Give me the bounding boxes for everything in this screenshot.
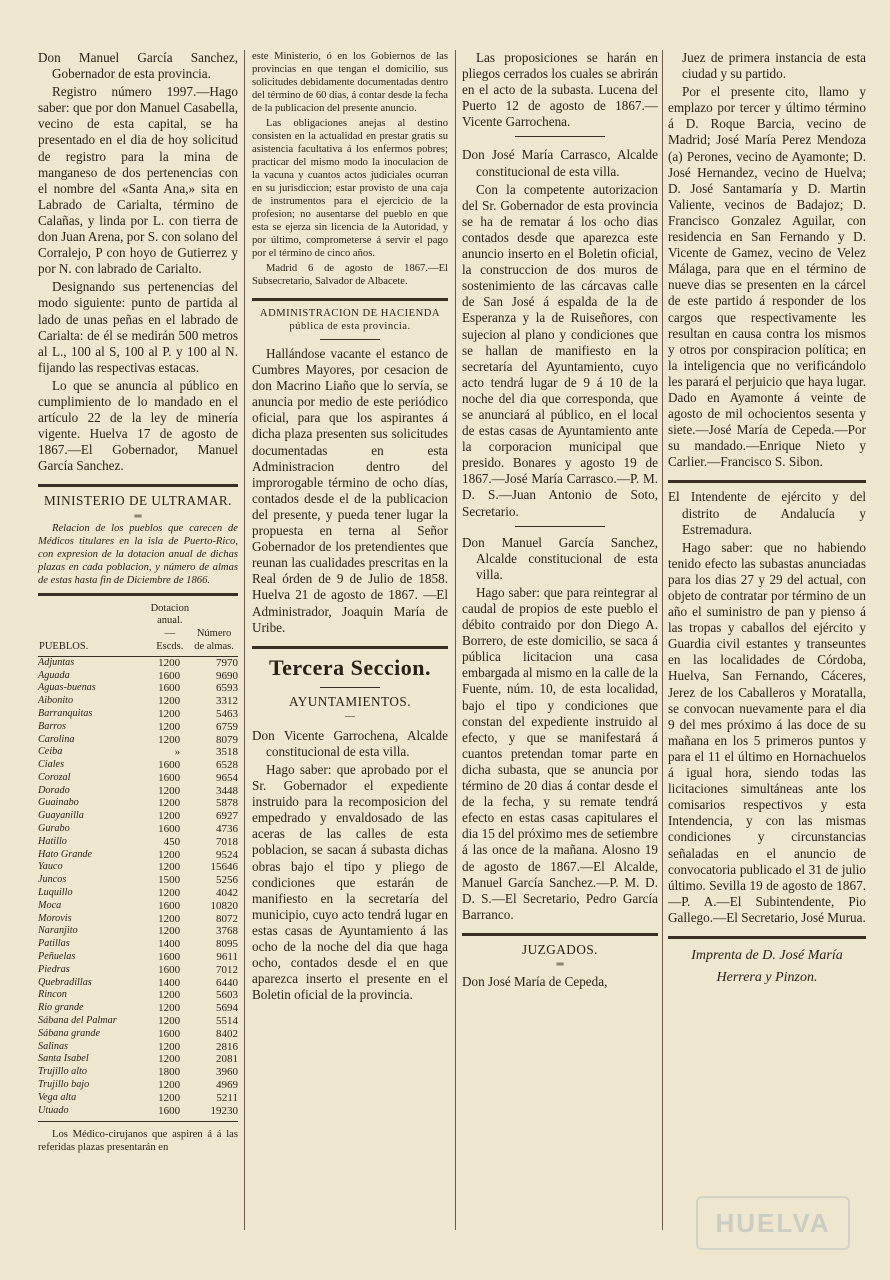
table-header-row bbox=[38, 602, 238, 657]
column-divider bbox=[455, 50, 456, 1230]
pueblo-name: Ceiba bbox=[38, 746, 63, 758]
pueblo-name: Salinas bbox=[38, 1040, 69, 1052]
table-row bbox=[38, 1079, 238, 1092]
dotacion-value: 1600 bbox=[158, 899, 181, 912]
pueblo-name: Aguada bbox=[38, 669, 70, 681]
pueblo-name: Guayanilla bbox=[38, 810, 84, 822]
table-row bbox=[38, 951, 238, 964]
dotacion-value: 450 bbox=[163, 835, 181, 848]
subasta-casa-notice: Hago saber: que para reintegrar al caudal de propios de este pueblo el débito contraido por don Diego A. Borrero, de este domicilio, se saca á pública licitacion una casa embargada al mismo en la calle de la Fuente, núm. 10, de esta localidad, bajo el tipo y condiciones que constan del expediente instruido al efecto, y que se manifestará á cuantos pretendan tomar parte en dicha subasta, que se anuncia por término de 20 dias á contar desde el de la fecha, y su remate tendrá efecto en estas casas capitulares el dia 15 del próximo mes de setiembre á las once de la mañana. Alosno 19 de agosto de 1867.—El Alcalde, Manuel García Sanchez.—P. M. D. D. S.—El Secretario, Pedro García Barranco. bbox=[462, 584, 658, 922]
table-bottom-rule bbox=[38, 1121, 238, 1122]
dotacion-value: 1600 bbox=[158, 1104, 181, 1117]
dotacion-value: 1200 bbox=[158, 1015, 181, 1028]
table-row bbox=[38, 746, 238, 759]
pueblo-name: Trujillo bajo bbox=[38, 1079, 90, 1091]
almas-value: 5878 bbox=[216, 797, 238, 810]
dotacion-value: 1600 bbox=[158, 1027, 181, 1040]
carrasco-heading: Don José María Carrasco, Alcalde constitucional de esta villa. bbox=[462, 147, 658, 179]
dotacion-value: 1600 bbox=[158, 963, 181, 976]
table-row bbox=[38, 759, 238, 772]
empedrado-notice: Hago saber: que aprobado por el Sr. Gobernador el expediente instruido para la recomposicion del empedrado y envaldosado de las aceras de las calles de esta poblacion, se sacan á subasta dichas obras bajo el tipo y pliego de condiciones que estarán de manifiesto en la secretaría del municipio, cuyo acto tendrá lugar en estas casas de Ayuntamiento á las ocho de la noche del dia que haga ocho, contados desde el en que aparezca inserto el presente en el Boletin oficial de la provincia. bbox=[252, 761, 448, 1003]
pueblo-name: Hatillo bbox=[38, 835, 67, 847]
pueblos-table bbox=[38, 602, 238, 1118]
pueblo-name: Aguas-buenas bbox=[38, 682, 96, 694]
intendente-heading: El Intendente de ejército y del distrito de Andalucía y Estremadura. bbox=[668, 489, 866, 537]
pueblo-name: Juncos bbox=[38, 874, 67, 886]
dotacion-value: 1400 bbox=[158, 938, 181, 951]
table-row bbox=[38, 1015, 238, 1028]
dotacion-value: 1200 bbox=[158, 1079, 181, 1092]
muros-notice: Con la competente autorizacion del Sr. Gobernador de esta provincia se ha de rematar á los ocho dias contados desde que aparezca este anuncio inserto en el Boletin oficial, la construccion de dos muros de sostenimiento de las cárcavas calle de San José á espalda de la de Esperanza y la de Ruiseñores, con sujecion al plano y condiciones que se hallan de manifiesto en la secretaría del Ayuntamiento, cuyo acto tendrá lugar de 9 á 10 de la noche del dia que corresponda, que se anunciará al público, en el local de estas casas de Ayuntamiento ante la corporacion municipal que presido. Bonares y agosto 19 de 1867.—José María Carrasco.—P. M. D. S.—Juan Antonio de Soto, Secretario. bbox=[462, 181, 658, 519]
almas-value: 7018 bbox=[216, 835, 238, 848]
pueblo-name: Barranquitas bbox=[38, 707, 93, 719]
table-row bbox=[38, 695, 238, 708]
table-row bbox=[38, 861, 238, 874]
dotacion-value: 1600 bbox=[158, 759, 181, 772]
almas-value: 8079 bbox=[216, 733, 238, 746]
almas-value: 9654 bbox=[216, 771, 238, 784]
table-row bbox=[38, 810, 238, 823]
watermark-stamp: HUELVA bbox=[696, 1196, 850, 1250]
dotacion-value: 1200 bbox=[158, 707, 181, 720]
almas-value: 8072 bbox=[216, 912, 238, 925]
table-row bbox=[38, 670, 238, 683]
almas-value: 9611 bbox=[216, 951, 238, 964]
almas-value: 5463 bbox=[216, 707, 238, 720]
pueblo-name: Morovis bbox=[38, 912, 72, 924]
column-divider bbox=[244, 50, 245, 1230]
dotacion-value: 1500 bbox=[158, 874, 181, 887]
column-2 bbox=[252, 50, 448, 1005]
almas-value: 5514 bbox=[216, 1015, 238, 1028]
short-rule bbox=[515, 136, 605, 137]
ministerio-title: MINISTERIO DE ULTRAMAR. bbox=[44, 493, 232, 509]
dotacion-value: 1600 bbox=[158, 669, 181, 682]
table-row bbox=[38, 1066, 238, 1079]
cepeda-heading: Don José María de Cepeda, bbox=[462, 973, 608, 989]
table-row bbox=[38, 1092, 238, 1105]
almas-value: 5256 bbox=[216, 874, 238, 887]
table-row bbox=[38, 682, 238, 695]
pueblo-name: Patillas bbox=[38, 938, 70, 950]
dotacion-value: 1800 bbox=[158, 1066, 181, 1079]
pueblo-name: Sábana del Palmar bbox=[38, 1015, 117, 1027]
dotacion-value: 1200 bbox=[158, 1091, 181, 1104]
section-rule bbox=[38, 593, 238, 596]
pueblo-name: Dorado bbox=[38, 784, 70, 796]
pueblo-name: Vega alta bbox=[38, 1091, 77, 1103]
section-rule bbox=[252, 646, 448, 649]
pueblo-name: Rio grande bbox=[38, 1002, 84, 1014]
mining-notice-body: Designando sus pertenencias del modo siguiente: punto de partida al lado de unas peñas en el labrado de Carialta: de él se medirán 500 metros al L., 100 al S, 100 al P. y 100 al N. fijando las respectivas estacas. bbox=[38, 279, 238, 375]
dotacion-value: 1200 bbox=[158, 861, 181, 874]
pueblo-name: Hato Grande bbox=[38, 848, 93, 860]
column-divider bbox=[662, 50, 663, 1230]
pueblo-name: Ciales bbox=[38, 759, 65, 771]
almas-value: 15646 bbox=[210, 861, 238, 874]
almas-value: 4969 bbox=[216, 1079, 238, 1092]
table-row bbox=[38, 1053, 238, 1066]
almas-value: 10820 bbox=[210, 899, 238, 912]
pueblo-name: Rincon bbox=[38, 989, 67, 1001]
separator-mark: ═ bbox=[556, 958, 564, 970]
mining-notice-heading: Don Manuel García Sanchez, Gobernador de esta provincia. bbox=[38, 50, 238, 82]
section-rule bbox=[462, 933, 658, 936]
relacion-caption: Relacion de los pueblos que carecen de Médicos titulares en la isla de Puerto-Rico, con expresion de la dotacion anual de dichas plazas en cada poblacion, y número de almas de estas hasta fin de Diciembre de 1866. bbox=[38, 522, 238, 586]
almas-value: 4042 bbox=[216, 887, 238, 900]
dotacion-value: 1200 bbox=[158, 1053, 181, 1066]
dotacion-value: 1200 bbox=[158, 989, 181, 1002]
almas-value: 4736 bbox=[216, 823, 238, 836]
dotacion-value: 1200 bbox=[158, 1040, 181, 1053]
table-row bbox=[38, 1002, 238, 1015]
dotacion-value: 1200 bbox=[158, 1002, 181, 1015]
pueblo-name: Corozal bbox=[38, 771, 71, 783]
pueblo-name: Utuado bbox=[38, 1104, 69, 1116]
pueblo-name: Barros bbox=[38, 720, 66, 732]
separator-mark: ═ bbox=[134, 510, 142, 522]
almas-value: 7970 bbox=[216, 656, 238, 669]
ayuntamientos-title: AYUNTAMIENTOS. bbox=[288, 693, 412, 709]
almas-value: 6528 bbox=[216, 759, 238, 772]
dotacion-value: 1200 bbox=[158, 912, 181, 925]
table-row bbox=[38, 656, 238, 669]
table-row bbox=[38, 964, 238, 977]
pueblo-name: Moca bbox=[38, 899, 62, 911]
almas-value: 5694 bbox=[216, 1002, 238, 1015]
dotacion-value: 1200 bbox=[158, 797, 181, 810]
pueblo-name: Peñuelas bbox=[38, 951, 76, 963]
almas-value: 3960 bbox=[216, 1066, 238, 1079]
pueblo-name: Piedras bbox=[38, 963, 70, 975]
medicos-notice: Los Médico-cirujanos que aspiren á á las referidas plazas presentarán en bbox=[38, 1129, 238, 1154]
table-row bbox=[38, 900, 238, 913]
garrochena-heading: Don Vicente Garrochena, Alcalde constitucional de esta villa. bbox=[252, 727, 448, 759]
table-row bbox=[38, 797, 238, 810]
almas-value: 8095 bbox=[216, 938, 238, 951]
almas-value: 5603 bbox=[216, 989, 238, 1002]
table-row bbox=[38, 734, 238, 747]
table-row bbox=[38, 836, 238, 849]
table-row bbox=[38, 977, 238, 990]
column-1 bbox=[38, 50, 238, 1156]
dotacion-value: 1400 bbox=[158, 976, 181, 989]
imprenta-credit: Imprenta de D. José María Herrera y Pinzon. bbox=[691, 947, 843, 985]
pueblo-name: Yauco bbox=[38, 861, 63, 873]
ultramar-continuation: este Ministerio, ó en los Gobiernos de las provincias en que tengan el domicilio, sus solicitudes debidamente documentadas dentro del término de 60 días, á contar desde la fecha de la publicacion del presente anuncio. bbox=[252, 51, 448, 114]
table-row bbox=[38, 708, 238, 721]
table-row bbox=[38, 772, 238, 785]
table-row bbox=[38, 1028, 238, 1041]
pueblo-name: Guainabo bbox=[38, 797, 79, 809]
ultramar-signature: Madrid 6 de agosto de 1867.—El Subsecretario, Salvador de Albacete. bbox=[252, 263, 448, 287]
almas-value: 6927 bbox=[216, 810, 238, 823]
estanco-notice: Hallándose vacante el estanco de Cumbres Mayores, por cesacion de don Macrino Liaño que lo servía, se anuncia por medio de este periódico oficial, para que los aspirantes á dicha plaza presenten sus solicitudes documentadas en esta Administracion dentro del improrogable término de ocho días, contados desde el de la publicacion del presente, y pueda tener lugar la propuesta en terna al Señor Gobernador de los pretendientes que reunan las cualidades prescritas en la Real órden de 9 de Julio de 1858. Huelva 21 de agosto de 1867. —El Administrador, Joaquin María de Uribe. bbox=[252, 346, 448, 635]
pueblo-name: Carolina bbox=[38, 733, 75, 745]
table-row bbox=[38, 1041, 238, 1054]
short-rule bbox=[515, 526, 605, 527]
table-row bbox=[38, 874, 238, 887]
mining-notice-body: Registro número 1997.—Hago saber: que por don Manuel Casabella, vecino de esta capital, se ha presentado en el dia de hoy solicitud de registro para la mina de manganeso de dos pertenencias con el nombre del «Santa Ana,» sita en Labrado de Carialta, término de Calañas, y linda por L. con tierra de don Juan Arena, por S. con solano del Corralejo, P con hoyo de Gutierrez y por N. con labrado de Carialto. bbox=[38, 84, 238, 277]
dotacion-value: 1200 bbox=[158, 784, 181, 797]
table-row bbox=[38, 849, 238, 862]
administracion-title: ADMINISTRACION DE HACIENDA pública de esta provincia. bbox=[259, 308, 441, 332]
table-row bbox=[38, 938, 238, 951]
short-rule bbox=[320, 687, 380, 688]
section-rule bbox=[252, 298, 448, 301]
almas-header: Número de almas. bbox=[190, 602, 238, 657]
ultramar-obligations: Las obligaciones anejas al destino consisten en la actualidad en prestar gratis su asistencia facultativa á los enfermos pobres; practicar del mismo modo la inoculacion de la vacuna y cuantos actos judiciales ocurran en su jurisdiccion; estar provisto de una caja de instrumentos para el ejercicio de la profesion; no ausentarse del pueblo en que esta se ejerza sin licencia de la Autoridad, y por último, comprometerse á servir el pago por el término de cinco años. bbox=[252, 118, 448, 259]
almas-value: 19230 bbox=[210, 1104, 238, 1117]
suministro-notice: Hago saber: que no habiendo tenido efecto las subastas anunciadas para los dias 27 y 29 del actual, con objeto de contratar por término de un año el suministro de pan y pienso á las tropas y caballos del ejército y Guardia civil estantes y transeuntes en las localidades de Córdoba, Huelva, San Fernando, Cáceres, Jerez de los Caballeros y Moratalla, se convocan nuevamente para el dia 9 del mes próximo á las doce de su mañana en los 5 primeros puntos y para el 11 el último en Hornachuelos á igual hora, siendo todas las licitaciones simultáneas ante los comisarios respectivos y esta Intendencia, y con las mismas condiciones y circunstancias señaladas en el anuncio de convocatoria publicado el 31 de julio último. Sevilla 19 de agosto de 1867.—P. A.—El Subintendente, Pio Gallego.—El Secretario, José Murua. bbox=[668, 539, 866, 925]
pueblo-name: Sábana grande bbox=[38, 1027, 100, 1039]
mining-notice-closing: Lo que se anuncia al público en cumplimiento de lo mandado en el artículo 22 de la ley de minería vigente. Huelva 17 de agosto de 1867.—El Gobernador, Manuel García Sanchez. bbox=[38, 377, 238, 474]
almas-value: 2081 bbox=[216, 1053, 238, 1066]
almas-value: 9690 bbox=[216, 669, 238, 682]
dotacion-value: 1200 bbox=[158, 925, 181, 938]
almas-value: 9524 bbox=[216, 848, 238, 861]
tercera-seccion-title: Tercera Seccion. bbox=[269, 654, 431, 680]
table-row bbox=[38, 913, 238, 926]
table-row bbox=[38, 1105, 238, 1118]
pueblo-name: Adjuntas bbox=[38, 656, 75, 668]
dotacion-value: 1200 bbox=[158, 656, 181, 669]
dotacion-value: 1600 bbox=[158, 951, 181, 964]
dotacion-value: 1200 bbox=[158, 720, 181, 733]
pueblo-name: Aibonito bbox=[38, 695, 74, 707]
almas-value: 3768 bbox=[216, 925, 238, 938]
pueblos-header: PUEBLOS. bbox=[38, 602, 150, 657]
separator-mark: — bbox=[345, 710, 355, 722]
garcia-sanchez-heading: Don Manuel García Sanchez, Alcalde constitucional de esta villa. bbox=[462, 534, 658, 582]
dotacion-value: 1200 bbox=[158, 733, 181, 746]
dotacion-value: 1200 bbox=[158, 848, 181, 861]
juez-heading: Juez de primera instancia de esta ciudad y su partido. bbox=[682, 50, 866, 82]
section-rule bbox=[38, 484, 238, 487]
pueblo-name: Naranjito bbox=[38, 925, 78, 937]
almas-value: 5211 bbox=[216, 1091, 238, 1104]
dotacion-value: 1200 bbox=[158, 810, 181, 823]
dotacion-value: 1200 bbox=[158, 695, 181, 708]
proposiciones-notice: Las proposiciones se harán en pliegos cerrados los cuales se abrirán en el acto de la subasta. Lucena del Puerto 12 de agosto de 1867.—Vicente Garrochena. bbox=[462, 50, 658, 130]
column-4 bbox=[668, 50, 866, 991]
pueblo-name: Santa Isabel bbox=[38, 1053, 89, 1065]
pueblo-name: Quebradillas bbox=[38, 976, 92, 988]
table-row bbox=[38, 989, 238, 1002]
almas-value: 6759 bbox=[216, 720, 238, 733]
dotacion-value: 1600 bbox=[158, 682, 181, 695]
almas-value: 6593 bbox=[216, 682, 238, 695]
dotacion-value: 1200 bbox=[158, 887, 181, 900]
dotacion-value: 1600 bbox=[158, 771, 181, 784]
pueblo-name: Trujillo alto bbox=[38, 1066, 87, 1078]
pueblo-name: Gurabo bbox=[38, 823, 70, 835]
almas-value: 3312 bbox=[216, 695, 238, 708]
table-row bbox=[38, 823, 238, 836]
section-rule bbox=[668, 480, 866, 483]
dotacion-value: » bbox=[174, 746, 181, 759]
pueblos-table-body bbox=[38, 656, 238, 1117]
table-row bbox=[38, 925, 238, 938]
short-rule bbox=[320, 339, 380, 340]
section-rule bbox=[668, 936, 866, 939]
emplazamiento-notice: Por el presente cito, llamo y emplazo por tercer y último término á D. Roque Barcia, vecino de Madrid; José María Perez Mendoza (a) Perones, vecino de Ayamonte; D. José Hernandez, vecino de Huelva; D. José Santamaría y D. Martin Valiente, vecinos de Badajoz; D. Francisco Gonzalez Aguilar, con residencia en San Fernando y D. Vicente de Gamez, vecino de Velez Málaga, para que en el término de nueve dias se presenten en la cárcel de este partido á responder de los cargos que respectivamente les resultan en causa contra los mismos y otros por conspiracion política; en la inteligencia que no verificándolo les parará el perjuicio que haya lugar. Dado en Ayamonte á veinte de agosto de mil ochocientos sesenta y siete.—José María de Cepeda.—Por su mandado.—Enrique Nieto y Carlier.—Francisco S. Sibon. bbox=[668, 84, 866, 470]
almas-value: 7012 bbox=[216, 963, 238, 976]
table-row bbox=[38, 785, 238, 798]
almas-value: 6440 bbox=[216, 976, 238, 989]
almas-value: 3448 bbox=[216, 784, 238, 797]
pueblo-name: Luquillo bbox=[38, 887, 73, 899]
dotacion-header: Dotacion anual. — Escds. bbox=[150, 602, 191, 657]
almas-value: 8402 bbox=[216, 1027, 238, 1040]
table-row bbox=[38, 887, 238, 900]
table-row bbox=[38, 721, 238, 734]
dotacion-value: 1600 bbox=[158, 823, 181, 836]
almas-value: 2816 bbox=[216, 1040, 238, 1053]
almas-value: 3518 bbox=[216, 746, 238, 759]
juzgados-title: JUZGADOS. bbox=[522, 941, 598, 957]
column-3 bbox=[462, 50, 658, 992]
